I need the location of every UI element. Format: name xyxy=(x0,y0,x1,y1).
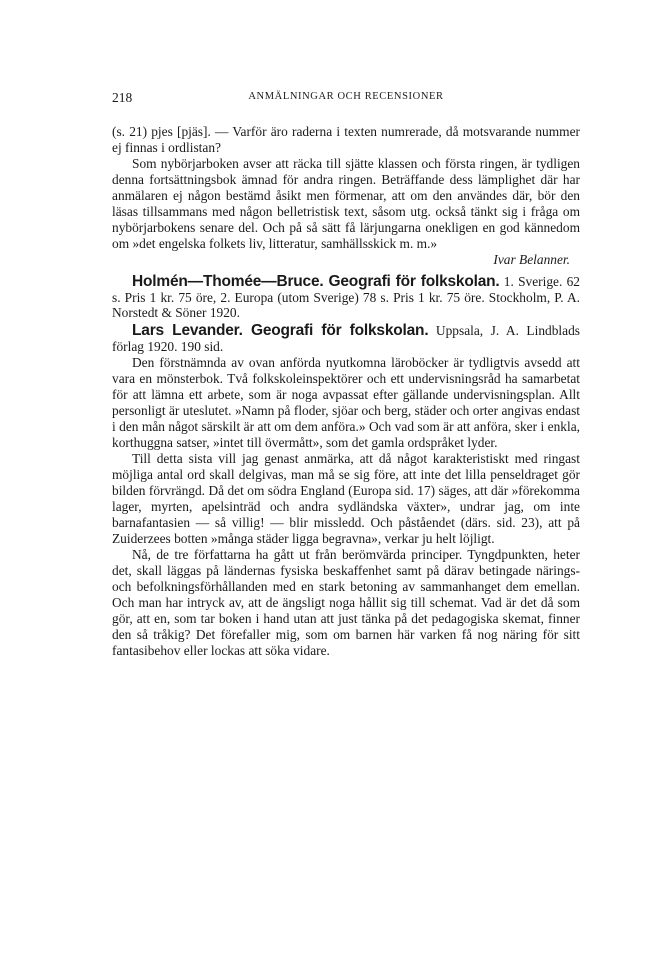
paragraph: Till detta sista vill jag genast anmärka, att då något karakteristiskt med ringast möjliga antal ord skall delgivas, man må se sig före, att inte det lilla penseldraget gör bilden förvrängd. Då det om södra England (Europa sid. 17) säges, att där »förekomma lager, myrten, apelsinträd och andra sydländska växter», undrar jag, om inte barnafantasien — så villig! — blir missledd. Och påståendet (därs. sid. 23), att på Zuiderzees botten »många städer ligga begravna», verkar ju helt löjligt. xyxy=(112,451,580,546)
reviewer-signature: Ivar Belanner. xyxy=(493,251,570,267)
book-entry xyxy=(112,274,580,322)
book-entry-details: Uppsala, J. A. Lindblads förlag 1920. 190 sid. xyxy=(112,323,580,355)
paragraph: Den förstnämnda av ovan anförda nyutkomna läroböcker är tydligtvis avsedd att vara en mönsterbok. Två folkskoleinspektörer och ett undervisningsråd ha samarbetat för att lämna ett arbete, som är noga avpassat efter gällande undervisningsplan. Allt personligt är uteslutet. »Namn på floder, sjöar och berg, städer och orter angivas endast i den mån något särskilt är att om dem anföra.» Och vad som är att anföra, sker i enkla, korthuggna satser, »intet till övermått», som det gamla ordspråket lyder. xyxy=(112,355,580,451)
paragraph: Som nybörjarboken avser att räcka till sjätte klassen och första ringen, är tydligen denna fortsättningsbok ämnad för andra ringen. Beträffande dess lämplighet där har anmälaren ej någon bestämd åsikt men förmenar, att om den användes där, bör den läsas tillsammans med någon belletristisk text, såsom utg. också tänkt sig i fråga om nybörjarbokens senare del. Och på så sätt få lärjungarna onekligen en god kännedom om »det engelska folkets liv, litteratur, samhällsskick m. m.» xyxy=(112,155,580,251)
running-head: ANMÄLNINGAR OCH RECENSIONER xyxy=(248,91,444,102)
page-header xyxy=(112,90,580,108)
book-entry xyxy=(112,323,580,355)
paragraph: Nå, de tre författarna ha gått ut från berömvärda principer. Tyngdpunkten, heter det, skall läggas på ländernas fysiska beskaffenhet samt på därav betingade närings- och befolkningsförhållanden med en stark betoning av sammanhanget dem emellan. Och man har intryck av, att de ängsligt noga hållit sig till schemat. Vad är det då som gör, att en, som tar boken i hand utan att just tänka på det pedagogiska skemat, finner den så tråkig? Det förefaller mig, som om barnen här varken få nog näring för sitt fantasibehov eller lockas att söka vidare. xyxy=(112,546,580,658)
page xyxy=(112,90,580,658)
book-entry-title: Lars Levander. Geografi för folkskolan. xyxy=(132,322,429,340)
body-text xyxy=(112,124,580,658)
book-entry-details: 1. Sverige. 62 s. Pris 1 kr. 75 öre, 2. Europa (utom Sverige) 78 s. Pris 1 kr. 75 öre. Stockholm, P. A. Norstedt & Söner 1920. xyxy=(112,273,580,321)
page-number: 218 xyxy=(112,90,133,105)
book-entry-title: Holmén—Thomée—Bruce. Geografi för folkskolan. xyxy=(132,272,500,290)
paragraph: (s. 21) pjes [pjäs]. — Varför äro raderna i texten numrerade, då motsvarande nummer ej finnas i ordlistan? xyxy=(112,124,580,155)
